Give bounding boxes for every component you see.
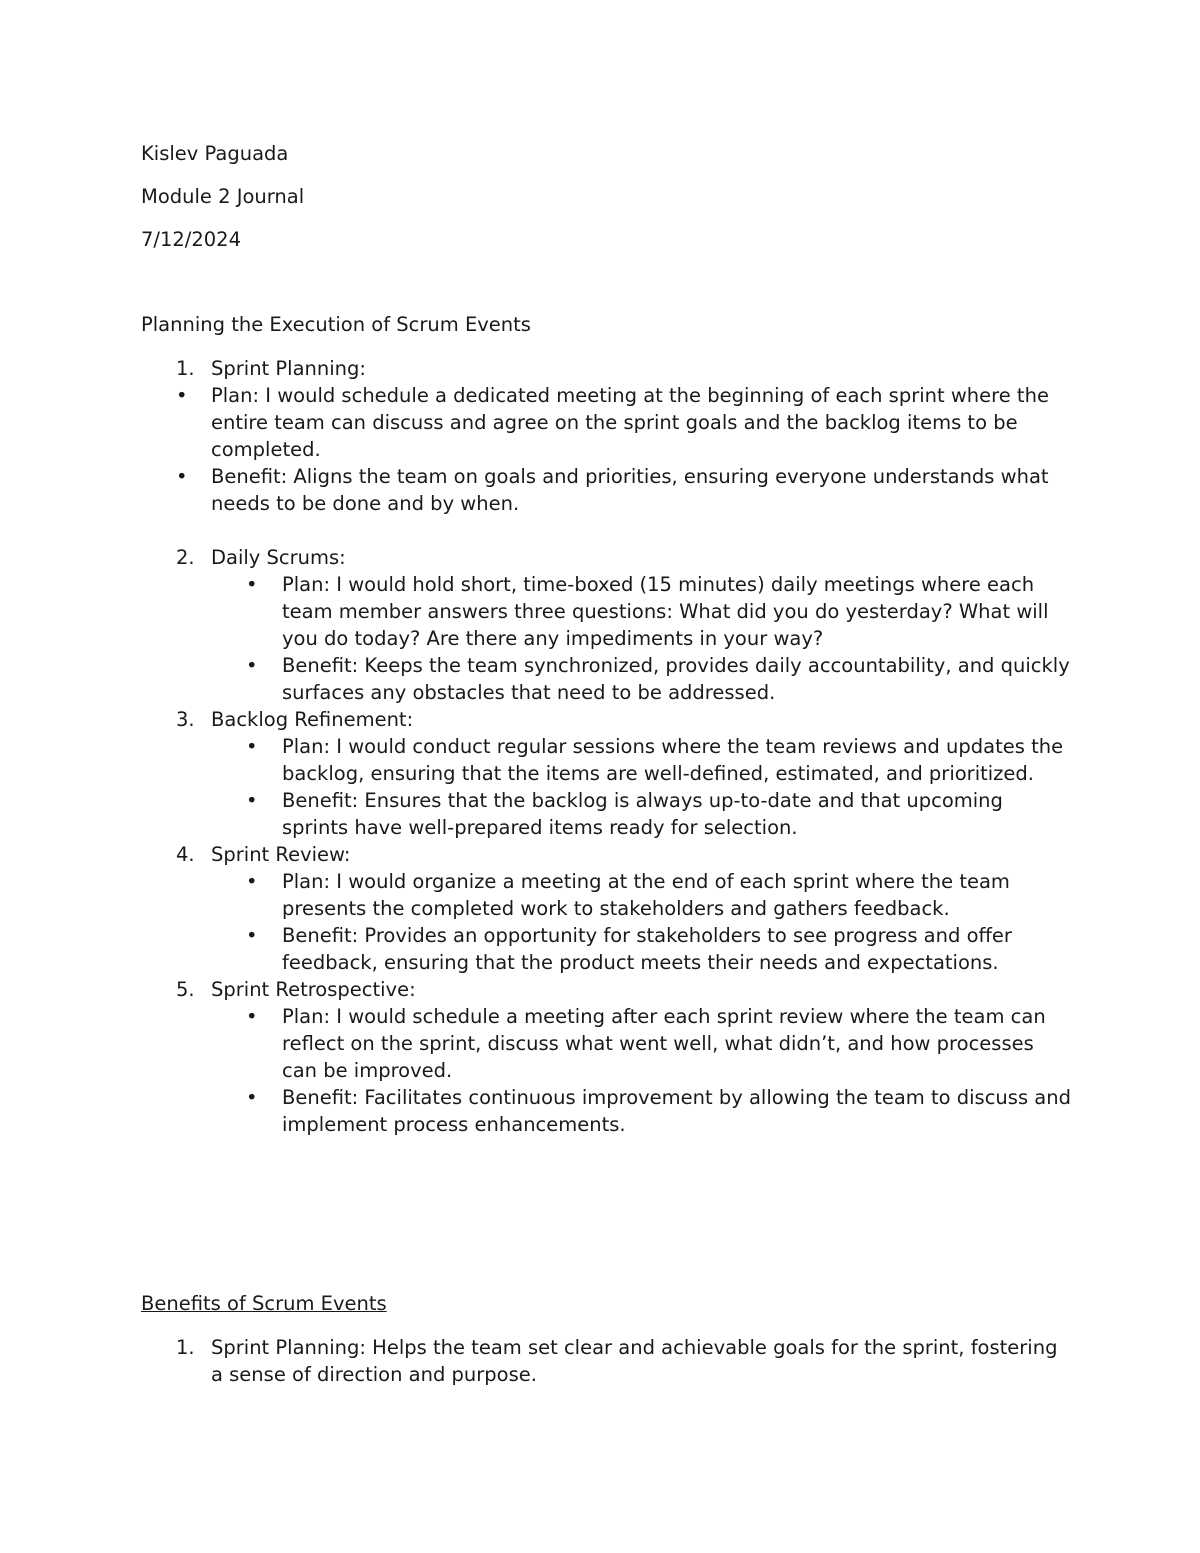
- bullet-icon: •: [246, 735, 258, 758]
- bullet-icon: •: [176, 384, 188, 407]
- event-benefit: [0, 463, 1200, 517]
- benefit-item-sprint-planning: [0, 1334, 1200, 1388]
- benefit-item-text: Sprint Planning: Helps the team set clear and achievable goals for the sprint, fostering a sense of direction and purpose.: [211, 1336, 1058, 1386]
- event-item-sprint-planning: [0, 355, 1200, 382]
- event-title: Sprint Review:: [211, 843, 351, 866]
- list-number: 1.: [176, 357, 195, 380]
- event-title: Sprint Retrospective:: [211, 978, 416, 1001]
- bullet-icon: •: [246, 654, 258, 677]
- bullet-icon: •: [246, 789, 258, 812]
- benefit-text: Benefit: Provides an opportunity for stakeholders to see progress and offer feedback, ensuring that the product meets their needs and expectations.: [282, 924, 1012, 974]
- list-number: 4.: [176, 843, 195, 866]
- benefit-text: Benefit: Keeps the team synchronized, provides daily accountability, and quickly surfaces any obstacles that need to be addressed.: [282, 654, 1070, 704]
- bullet-icon: •: [246, 924, 258, 947]
- benefit-text: Benefit: Ensures that the backlog is always up-to-date and that upcoming sprints have well-prepared items ready for selection.: [282, 789, 1003, 839]
- plan-text: Plan: I would hold short, time-boxed (15 minutes) daily meetings where each team member answers three questions: What did you do yesterday? What will you do today? Are there any impediments in your way?: [282, 573, 1049, 650]
- bullet-icon: •: [246, 573, 258, 596]
- benefit-text: Benefit: Aligns the team on goals and priorities, ensuring everyone understands what needs to be done and by when.: [211, 465, 1049, 515]
- course-title: Module 2 Journal: [141, 185, 305, 208]
- event-item-sprint-review: [0, 841, 1200, 868]
- section-title-planning: Planning the Execution of Scrum Events: [141, 313, 531, 336]
- event-benefit: [0, 652, 1200, 706]
- event-item-sprint-retrospective: [0, 976, 1200, 1003]
- plan-text: Plan: I would schedule a dedicated meeting at the beginning of each sprint where the entire team can discuss and agree on the sprint goals and the backlog items to be completed.: [211, 384, 1049, 461]
- event-list-part1: [0, 355, 1200, 517]
- section-title-benefits: Benefits of Scrum Events: [141, 1292, 387, 1315]
- event-plan: [0, 1003, 1200, 1084]
- benefit-text: Benefit: Facilitates continuous improvement by allowing the team to discuss and implement process enhancements.: [282, 1086, 1071, 1136]
- bullet-icon: •: [246, 1086, 258, 1109]
- event-title: Backlog Refinement:: [211, 708, 414, 731]
- event-item-backlog-refinement: [0, 706, 1200, 733]
- event-benefit: [0, 922, 1200, 976]
- event-plan: [0, 382, 1200, 463]
- event-plan: [0, 571, 1200, 652]
- bullet-icon: •: [176, 465, 188, 488]
- benefits-list: [0, 1334, 1200, 1388]
- event-list-part2: [0, 544, 1200, 1138]
- plan-text: Plan: I would conduct regular sessions where the team reviews and updates the backlog, ensuring that the items are well-defined, estimated, and prioritized.: [282, 735, 1064, 785]
- bullet-icon: •: [246, 1005, 258, 1028]
- event-title: Sprint Planning:: [211, 357, 366, 380]
- plan-text: Plan: I would schedule a meeting after each sprint review where the team can reflect on the sprint, discuss what went well, what didn’t, and how processes can be improved.: [282, 1005, 1046, 1082]
- list-number: 5.: [176, 978, 195, 1001]
- event-item-daily-scrums: [0, 544, 1200, 571]
- journal-date: 7/12/2024: [141, 228, 241, 251]
- plan-text: Plan: I would organize a meeting at the end of each sprint where the team presents the completed work to stakeholders and gathers feedback.: [282, 870, 1010, 920]
- event-plan: [0, 868, 1200, 922]
- event-benefit: [0, 787, 1200, 841]
- list-number: 3.: [176, 708, 195, 731]
- event-plan: [0, 733, 1200, 787]
- list-number: 2.: [176, 546, 195, 569]
- bullet-icon: •: [246, 870, 258, 893]
- author-name: Kislev Paguada: [141, 142, 289, 165]
- event-title: Daily Scrums:: [211, 546, 346, 569]
- list-number: 1.: [176, 1336, 195, 1359]
- event-benefit: [0, 1084, 1200, 1138]
